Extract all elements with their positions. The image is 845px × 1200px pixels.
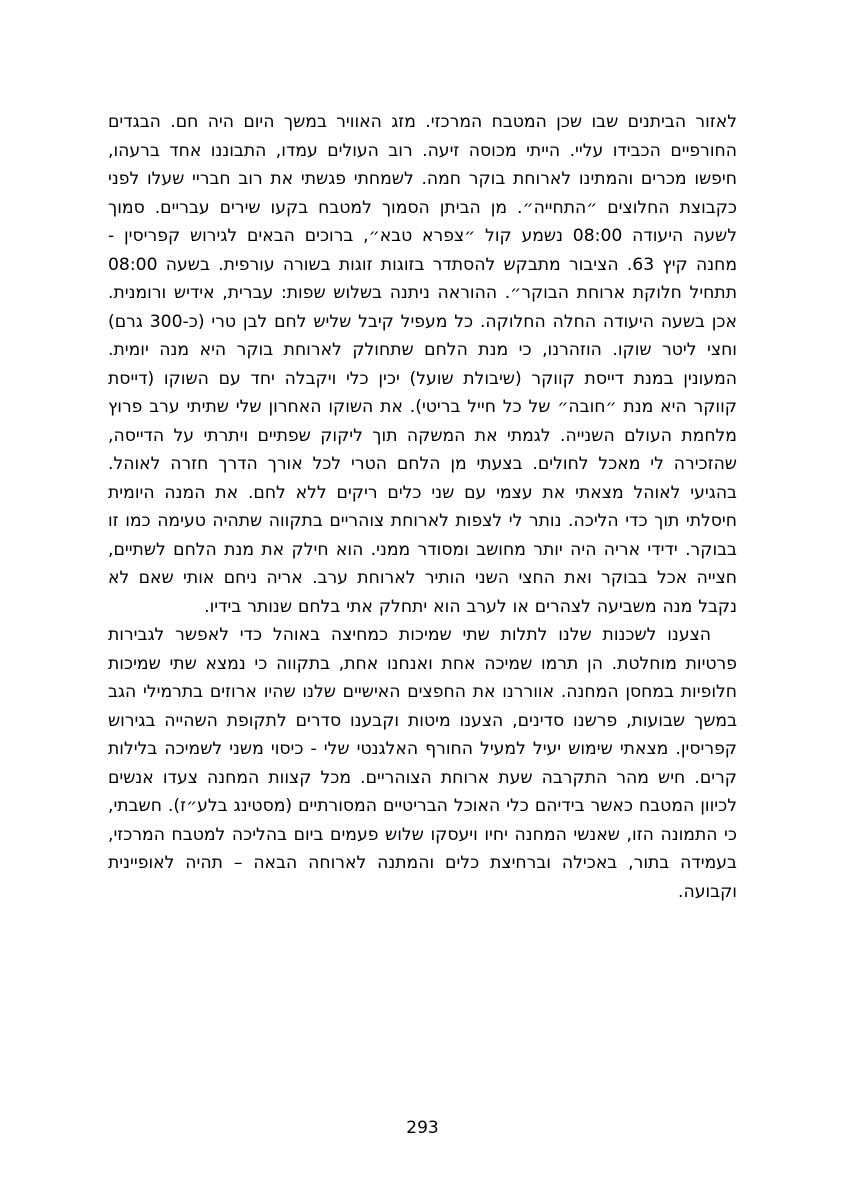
page-body [108,108,737,906]
paragraph-2: הצענו לשכנות שלנו לתלות שתי שמיכות כמחיצה באוהל כדי לאפשר לגבירות פרטיות מוחלטת. הן תרמו שמיכה אחת ואנחנו אחת, בתקווה כי נמצא שתי שמיכות חלופיות במחסן המחנה. אווררנו את החפצים האישיים שלנו שהיו ארוזים בתרמילי הגב במשך שבועות, פרשנו סדינים, הצענו מיטות וקבענו סדרים לתקופת השהייה בגירוש קפריסין. מצאתי שימוש יעיל למעיל החורף האלגנטי שלי - כיסוי משני לשמיכה בלילות קרים. חיש מהר התקרבה שעת ארוחת הצוהריים. מכל קצוות המחנה צעדו אנשים לכיוון המטבח כאשר בידיהם כלי האוכל הבריטיים המסורתיים (מסטינג בלע״ז). חשבתי, כי התמונה הזו, שאנשי המחנה יחיו ויעסקו שלוש פעמים ביום בהליכה למטבח המרכזי, בעמידה בתור, באכילה וברחיצת כלים והמתנה לארוחה הבאה – תהיה לאופיינית וקבועה. [108,625,737,902]
paragraph-1: לאזור הביתנים שבו שכן המטבח המרכזי. מזג האוויר במשך היום היה חם. הבגדים החורפיים הכבידו עליי. הייתי מכוסה זיעה. רוב העולים עמדו, התבוננו אחד ברעהו, חיפשו מכרים והמתינו לארוחת בוקר חמה. לשמחתי פגשתי את רוב חבריי שעלו לפני כקבוצת החלוצים ״התחייה״. מן הביתן הסמוך למטבח בקעו שירים עבריים. סמוך לשעה היעודה 08:00 נשמע קול ״צפרא טבא״, ברוכים הבאים לגירוש קפריסין - מחנה קיץ 63. הציבור מתבקש להסתדר בזוגות זוגות בשורה עורפית. בשעה 08:00 תתחיל חלוקת ארוחת הבוקר״. ההוראה ניתנה בשלוש שפות: עברית, אידיש ורומנית. אכן בשעה היעודה החלה החלוקה. כל מעפיל קיבל שליש לחם לבן טרי (כ-300 גרם) וחצי ליטר שוקו. הוזהרנו, כי מנת הלחם שתחולק לארוחת בוקר היא מנה יומית. המעונין במנת דייסת קווקר (שיבולת שועל) יכין כלי ויקבלה יחד עם השוקו (דייסת קווקר היא מנת ״חובה״ של כל חייל בריטי). את השוקו האחרון שלי שתיתי ערב פרוץ מלחמת העולם השנייה. לגמתי את המשקה תוך ליקוק שפתיים ויתרתי על הדייסה, שהזכירה לי מאכל לחולים. בצעתי מן הלחם הטרי לכל אורך הדרך חזרה לאוהל. בהגיעי לאוהל מצאתי את עצמי עם שני כלים ריקים ללא לחם. את המנה היומית חיסלתי תוך כדי הליכה. נותר לי לצפות לארוחת צוהריים בתקווה שתהיה טעימה כמו זו בבוקר. ידידי אריה היה יותר מחושב ומסודר ממני. הוא חילק את מנת הלחם לשתיים, חצייה אכל בבוקר ואת החצי השני הותיר לארוחת ערב. אריה ניחם אותי שאם לא נקבל מנה משביעה לצהרים או לערב הוא יתחלק אתי בלחם שנותר בידיו. [108,112,738,617]
page-number: 293 [406,1118,439,1138]
